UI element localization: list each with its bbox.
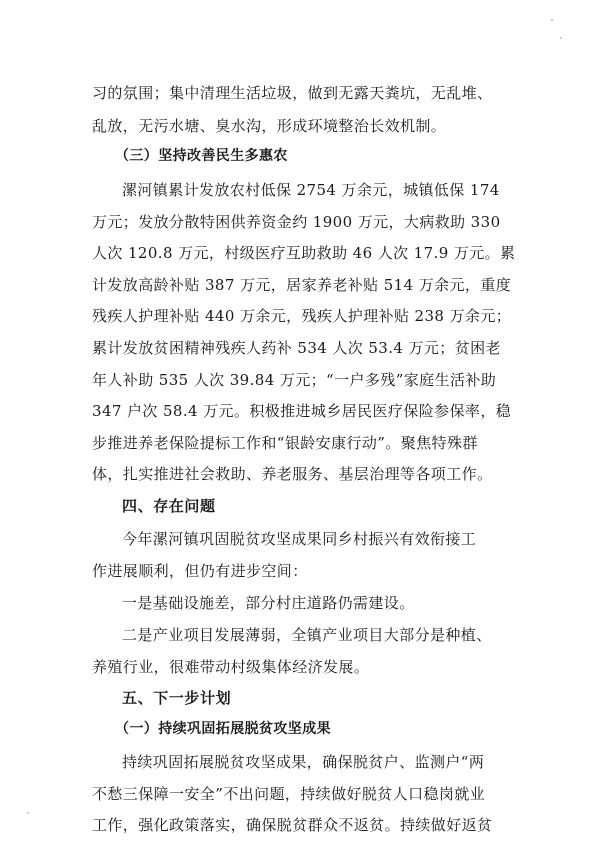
paragraph-line: 乱放，无污水塘、臭水沟，形成环境整治长效机制。 xyxy=(92,117,447,135)
section-subheading: （三）坚持改善民生多惠农 xyxy=(115,148,288,164)
paragraph-line: 累计发放贫困精神残疾人药补 534 人次 53.4 万元；贫困老 xyxy=(92,339,501,357)
paragraph-line: 作进展顺利，但仍有进步空间： xyxy=(92,562,308,580)
paragraph-line: 持续巩固拓展脱贫攻坚成果，确保脱贫户、监测户“两 xyxy=(122,753,485,771)
paragraph-line: 养殖行业，很难带动村级集体经济发展。 xyxy=(92,658,370,676)
section-subheading: （一）持续巩固拓展脱贫攻坚成果 xyxy=(115,721,331,737)
paragraph-line: 工作，强化政策落实，确保脱贫群众不返贫。持续做好返贫 xyxy=(92,816,493,834)
paragraph-line: 计发放高龄补贴 387 万元，居家养老补贴 514 万余元，重度 xyxy=(92,276,512,294)
scan-speck xyxy=(27,812,29,814)
scan-speck xyxy=(560,37,562,39)
paragraph-line: 不愁三保障一安全”不出问题，持续做好脱贫人口稳岗就业 xyxy=(92,785,486,803)
section-heading: 四、存在问题 xyxy=(122,497,216,515)
paragraph-line: 今年漯河镇巩固脱贫攻坚成果同乡村振兴有效衔接工 xyxy=(122,530,477,548)
paragraph-line: 二是产业项目发展薄弱，全镇产业项目大部分是种植、 xyxy=(122,626,492,644)
section-heading: 五、下一步计划 xyxy=(122,689,232,707)
paragraph-line: 体，扎实推进社会救助、养老服务、基层治理等各项工作。 xyxy=(92,465,493,483)
paragraph-line: 步推进养老保险提标工作和“银龄安康行动”。聚焦特殊群 xyxy=(92,434,478,452)
paragraph-line: 一是基础设施差，部分村庄道路仍需建设。 xyxy=(122,594,415,612)
paragraph-line: 漯河镇累计发放农村低保 2754 万余元，城镇低保 174 xyxy=(122,181,500,199)
paragraph-line: 习的氛围；集中清理生活垃圾，做到无露天粪坑，无乱堆、 xyxy=(92,84,493,102)
paragraph-line: 人次 120.8 万元，村级医疗互助救助 46 人次 17.9 万元。累 xyxy=(92,244,516,262)
paragraph-line: 残疾人护理补贴 440 万余元，残疾人护理补贴 238 万余元； xyxy=(92,307,512,325)
paragraph-line: 万元；发放分散特困供养资金约 1900 万元，大病救助 330 xyxy=(92,213,501,231)
scan-speck xyxy=(551,19,553,21)
paragraph-line: 347 户次 58.4 万元。积极推进城乡居民医疗保险参保率，稳 xyxy=(92,402,512,420)
paragraph-line: 年人补助 535 人次 39.84 万元；“一户多残”家庭生活补助 xyxy=(92,371,497,389)
